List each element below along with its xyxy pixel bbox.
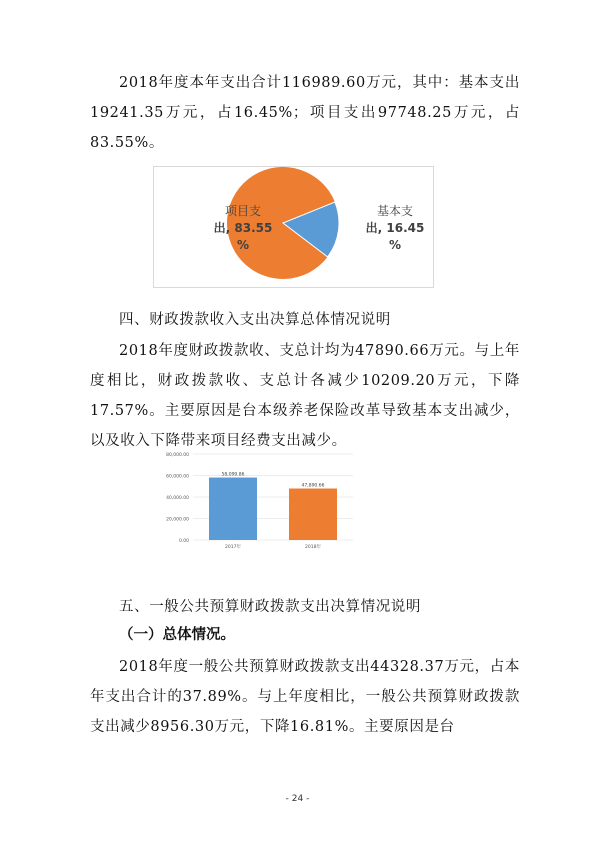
paragraph-expenditure-total: 2018年度本年支出合计116989.60万元，其中：基本支出19241.35万元，占16.45%；项目支出97748.25万元，占83.55%。	[90, 75, 520, 151]
pie-label-project-line2: 出, 83.55	[213, 221, 273, 235]
pie-label-basic-line1: 基本支	[376, 204, 413, 218]
paragraph-general-budget: 2018年度一般公共预算财政拨款支出44328.37万元，占本年支出合计的37.89%。与上年度相比，一般公共预算财政拨款支出减少8956.30万元，下降16.81%。主要原因是台	[90, 659, 520, 735]
y-tick-label: 60,000.00	[166, 474, 189, 480]
pie-chart	[153, 166, 434, 288]
paragraph-fiscal-appropriation: 2018年度财政拨款收、支总计均为47890.66万元。与上年度相比，财政拨款收、支总计各减少10209.20万元，下降17.57%。主要原因是台本级养老保险改革导致基本支出减少，以及收入下降带来项目经费支出减少。	[90, 343, 520, 449]
pie-label-project-line3: %	[236, 238, 250, 252]
bar-data-label: 58,099.86	[221, 472, 245, 478]
pie-label-basic	[360, 203, 430, 254]
pie-label-basic-line2: 出, 16.45	[365, 221, 425, 235]
pie-label-project	[208, 203, 278, 254]
y-tick-label: 20,000.00	[166, 517, 189, 523]
section-heading-4: 四、财政拨款收入支出决算总体情况说明	[119, 312, 391, 328]
pie-label-basic-line3: %	[388, 238, 402, 252]
section-heading-5: 五、一般公共预算财政拨款支出决算情况说明	[119, 599, 421, 615]
bar-data-label: 47,890.66	[301, 483, 325, 489]
pie-label-project-line1: 项目支	[224, 204, 261, 218]
bar	[209, 478, 257, 540]
y-tick-label: 40,000.00	[166, 496, 189, 501]
y-tick-label: 80,000.00	[166, 453, 189, 458]
y-tick-label: 0.00	[178, 539, 189, 544]
x-tick-label: 2018年	[305, 545, 321, 550]
bar-chart	[153, 448, 358, 560]
subsection-heading-overall: （一）总体情况。	[119, 627, 235, 643]
page-number: - 24 -	[285, 794, 310, 804]
bar-chart-svg	[153, 448, 358, 560]
x-tick-label: 2017年	[225, 545, 241, 550]
bar	[289, 489, 337, 540]
